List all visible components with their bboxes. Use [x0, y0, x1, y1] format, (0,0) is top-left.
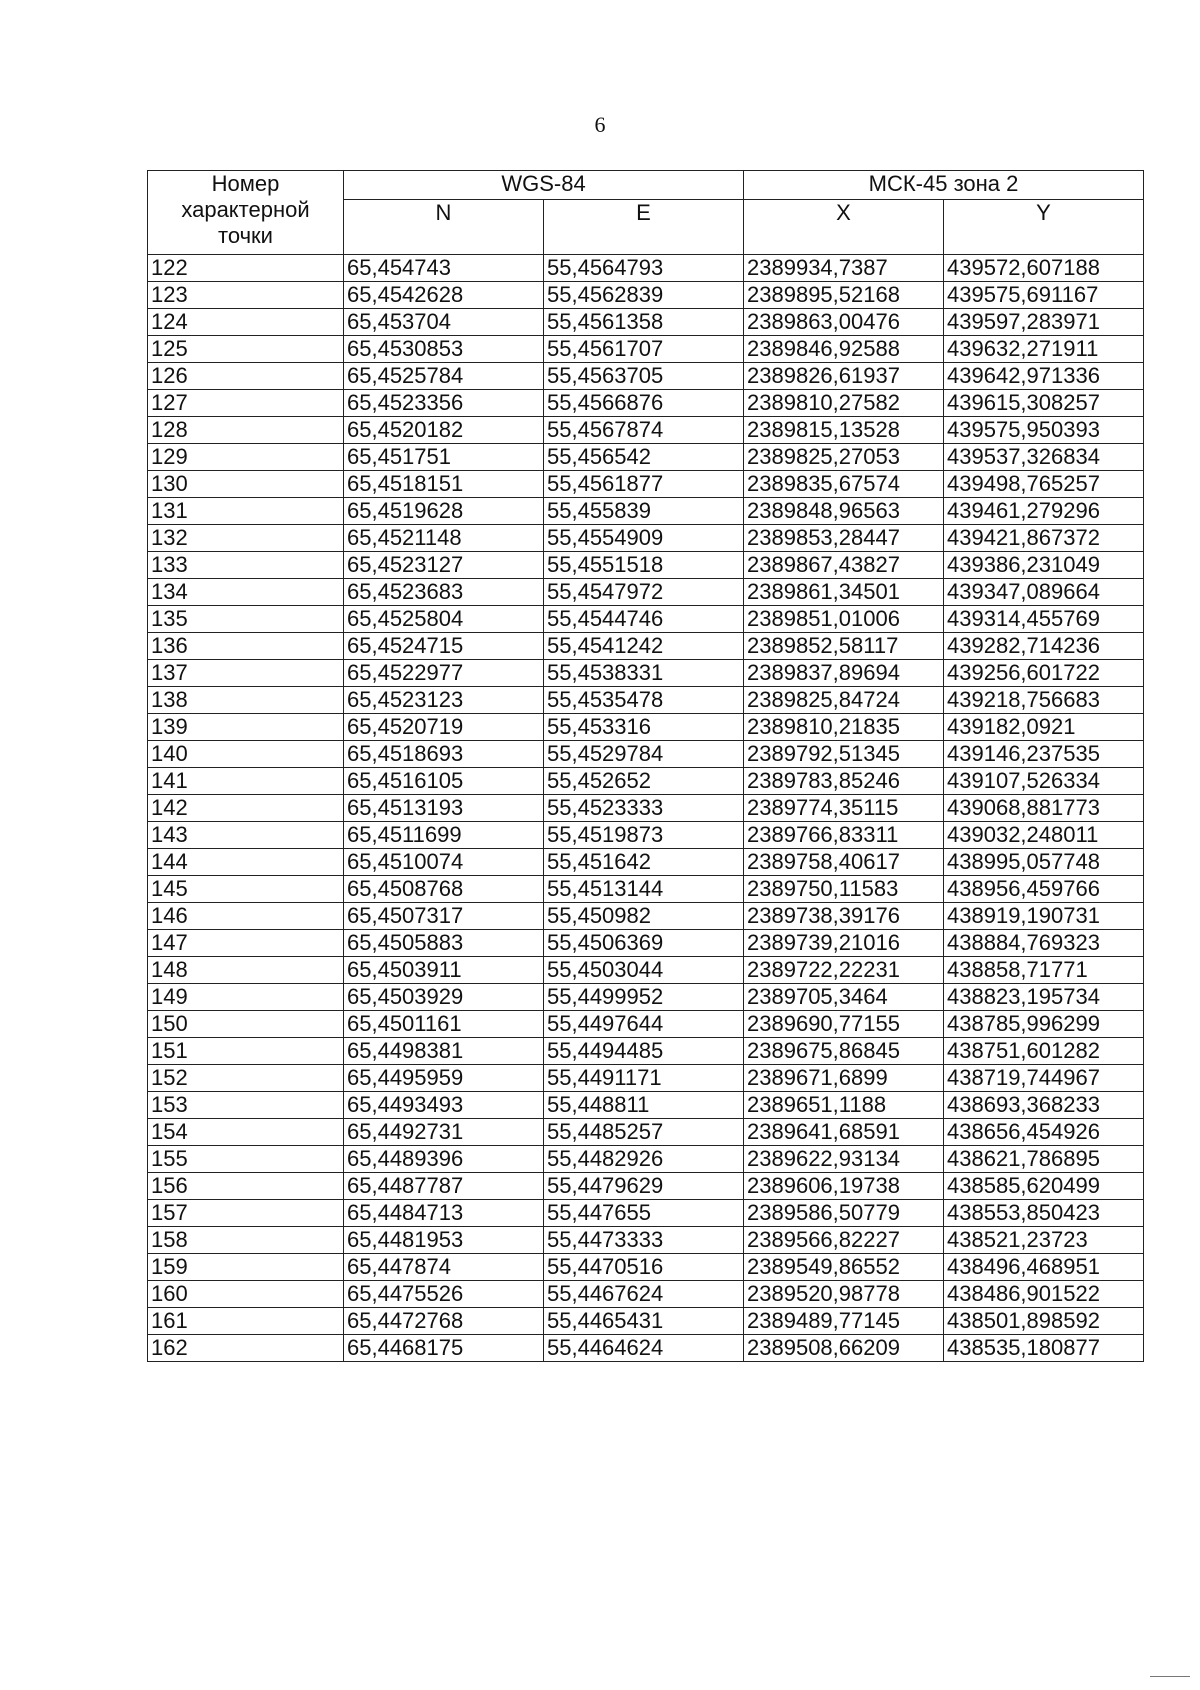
cell-wgs-n: 65,447874 — [344, 1254, 544, 1281]
cell-msk-x: 2389738,39176 — [744, 903, 944, 930]
cell-point-number: 134 — [148, 579, 344, 606]
cell-msk-x: 2389934,7387 — [744, 255, 944, 282]
cell-wgs-e: 55,4535478 — [544, 687, 744, 714]
cell-point-number: 140 — [148, 741, 344, 768]
cell-wgs-e: 55,4519873 — [544, 822, 744, 849]
cell-wgs-n: 65,4520719 — [344, 714, 544, 741]
cell-point-number: 160 — [148, 1281, 344, 1308]
cell-point-number: 130 — [148, 471, 344, 498]
cell-msk-x: 2389675,86845 — [744, 1038, 944, 1065]
cell-msk-y: 438496,468951 — [944, 1254, 1144, 1281]
cell-wgs-e: 55,4544746 — [544, 606, 744, 633]
table-row — [148, 282, 1144, 309]
cell-msk-y: 438858,71771 — [944, 957, 1144, 984]
cell-point-number: 122 — [148, 255, 344, 282]
cell-msk-x: 2389825,27053 — [744, 444, 944, 471]
cell-msk-y: 438535,180877 — [944, 1335, 1144, 1362]
cell-wgs-e: 55,4523333 — [544, 795, 744, 822]
cell-msk-y: 439461,279296 — [944, 498, 1144, 525]
cell-wgs-n: 65,4519628 — [344, 498, 544, 525]
cell-wgs-e: 55,4529784 — [544, 741, 744, 768]
cell-point-number: 127 — [148, 390, 344, 417]
cell-msk-x: 2389766,83311 — [744, 822, 944, 849]
header-col-n: N — [344, 200, 544, 255]
table-row — [148, 390, 1144, 417]
cell-msk-x: 2389783,85246 — [744, 768, 944, 795]
cell-msk-y: 438823,195734 — [944, 984, 1144, 1011]
table-row — [148, 1065, 1144, 1092]
table-row — [148, 552, 1144, 579]
cell-wgs-n: 65,4523356 — [344, 390, 544, 417]
cell-wgs-n: 65,4523683 — [344, 579, 544, 606]
cell-wgs-n: 65,4484713 — [344, 1200, 544, 1227]
cell-msk-y: 439421,867372 — [944, 525, 1144, 552]
table-header — [148, 171, 1144, 255]
cell-msk-x: 2389853,28447 — [744, 525, 944, 552]
cell-wgs-e: 55,4464624 — [544, 1335, 744, 1362]
cell-wgs-e: 55,4566876 — [544, 390, 744, 417]
cell-msk-x: 2389566,82227 — [744, 1227, 944, 1254]
cell-wgs-n: 65,4513193 — [344, 795, 544, 822]
cell-wgs-n: 65,451751 — [344, 444, 544, 471]
cell-point-number: 141 — [148, 768, 344, 795]
table-row — [148, 1038, 1144, 1065]
table-row — [148, 525, 1144, 552]
cell-wgs-n: 65,4542628 — [344, 282, 544, 309]
page-number: 6 — [594, 112, 606, 137]
cell-wgs-e: 55,4503044 — [544, 957, 744, 984]
cell-wgs-n: 65,4510074 — [344, 849, 544, 876]
cell-msk-x: 2389549,86552 — [744, 1254, 944, 1281]
cell-msk-x: 2389863,00476 — [744, 309, 944, 336]
cell-msk-y: 438656,454926 — [944, 1119, 1144, 1146]
cell-msk-y: 438521,23723 — [944, 1227, 1144, 1254]
table-row — [148, 876, 1144, 903]
cell-point-number: 133 — [148, 552, 344, 579]
cell-point-number: 149 — [148, 984, 344, 1011]
cell-point-number: 158 — [148, 1227, 344, 1254]
cell-point-number: 154 — [148, 1119, 344, 1146]
cell-wgs-e: 55,4506369 — [544, 930, 744, 957]
table-row — [148, 795, 1144, 822]
cell-msk-x: 2389690,77155 — [744, 1011, 944, 1038]
table-row — [148, 417, 1144, 444]
table-row — [148, 1281, 1144, 1308]
cell-wgs-n: 65,4522977 — [344, 660, 544, 687]
header-col-e: E — [544, 200, 744, 255]
table-row — [148, 336, 1144, 363]
cell-msk-x: 2389774,35115 — [744, 795, 944, 822]
cell-point-number: 135 — [148, 606, 344, 633]
cell-wgs-n: 65,4503929 — [344, 984, 544, 1011]
cell-wgs-e: 55,455839 — [544, 498, 744, 525]
cell-wgs-n: 65,4505883 — [344, 930, 544, 957]
cell-wgs-n: 65,4518693 — [344, 741, 544, 768]
cell-wgs-n: 65,4524715 — [344, 633, 544, 660]
table-row — [148, 687, 1144, 714]
cell-wgs-n: 65,453704 — [344, 309, 544, 336]
table-row — [148, 309, 1144, 336]
cell-point-number: 156 — [148, 1173, 344, 1200]
cell-msk-x: 2389851,01006 — [744, 606, 944, 633]
cell-point-number: 150 — [148, 1011, 344, 1038]
cell-wgs-n: 65,4498381 — [344, 1038, 544, 1065]
cell-wgs-n: 65,4518151 — [344, 471, 544, 498]
cell-msk-y: 439314,455769 — [944, 606, 1144, 633]
cell-point-number: 131 — [148, 498, 344, 525]
cell-msk-x: 2389895,52168 — [744, 282, 944, 309]
table-row — [148, 633, 1144, 660]
cell-point-number: 145 — [148, 876, 344, 903]
table-row — [148, 579, 1144, 606]
cell-wgs-e: 55,4551518 — [544, 552, 744, 579]
cell-point-number: 152 — [148, 1065, 344, 1092]
cell-wgs-e: 55,4470516 — [544, 1254, 744, 1281]
cell-msk-y: 439107,526334 — [944, 768, 1144, 795]
cell-msk-y: 439597,283971 — [944, 309, 1144, 336]
cell-wgs-e: 55,4561358 — [544, 309, 744, 336]
cell-point-number: 138 — [148, 687, 344, 714]
cell-point-number: 143 — [148, 822, 344, 849]
cell-msk-x: 2389671,6899 — [744, 1065, 944, 1092]
cell-wgs-n: 65,4493493 — [344, 1092, 544, 1119]
cell-point-number: 159 — [148, 1254, 344, 1281]
cell-msk-y: 438585,620499 — [944, 1173, 1144, 1200]
table-row — [148, 957, 1144, 984]
table-row — [148, 1119, 1144, 1146]
cell-msk-y: 439575,950393 — [944, 417, 1144, 444]
table-row — [148, 930, 1144, 957]
cell-point-number: 123 — [148, 282, 344, 309]
cell-msk-x: 2389825,84724 — [744, 687, 944, 714]
cell-point-number: 126 — [148, 363, 344, 390]
cell-wgs-e: 55,4491171 — [544, 1065, 744, 1092]
cell-wgs-n: 65,4521148 — [344, 525, 544, 552]
cell-point-number: 125 — [148, 336, 344, 363]
table-row — [148, 903, 1144, 930]
cell-wgs-n: 65,4475526 — [344, 1281, 544, 1308]
cell-msk-y: 439032,248011 — [944, 822, 1144, 849]
cell-msk-x: 2389722,22231 — [744, 957, 944, 984]
cell-wgs-n: 65,4525784 — [344, 363, 544, 390]
cell-point-number: 137 — [148, 660, 344, 687]
cell-msk-y: 439347,089664 — [944, 579, 1144, 606]
cell-wgs-n: 65,4516105 — [344, 768, 544, 795]
cell-msk-y: 439068,881773 — [944, 795, 1144, 822]
table-row — [148, 444, 1144, 471]
cell-wgs-n: 65,4530853 — [344, 336, 544, 363]
table-row — [148, 984, 1144, 1011]
cell-wgs-e: 55,4561707 — [544, 336, 744, 363]
cell-point-number: 162 — [148, 1335, 344, 1362]
cell-msk-y: 438956,459766 — [944, 876, 1144, 903]
cell-point-number: 161 — [148, 1308, 344, 1335]
cell-msk-x: 2389705,3464 — [744, 984, 944, 1011]
cell-msk-y: 438501,898592 — [944, 1308, 1144, 1335]
cell-wgs-e: 55,4513144 — [544, 876, 744, 903]
table-row — [148, 1254, 1144, 1281]
cell-wgs-e: 55,4567874 — [544, 417, 744, 444]
cell-msk-y: 438919,190731 — [944, 903, 1144, 930]
cell-msk-x: 2389520,98778 — [744, 1281, 944, 1308]
cell-msk-y: 439615,308257 — [944, 390, 1144, 417]
cell-wgs-n: 65,4503911 — [344, 957, 544, 984]
cell-msk-y: 439632,271911 — [944, 336, 1144, 363]
cell-msk-y: 438621,786895 — [944, 1146, 1144, 1173]
table-row — [148, 363, 1144, 390]
cell-wgs-n: 65,454743 — [344, 255, 544, 282]
cell-msk-y: 438884,769323 — [944, 930, 1144, 957]
cell-wgs-n: 65,4487787 — [344, 1173, 544, 1200]
cell-msk-x: 2389651,1188 — [744, 1092, 944, 1119]
cell-wgs-n: 65,4472768 — [344, 1308, 544, 1335]
header-msk45: МСК-45 зона 2 — [744, 171, 1144, 200]
cell-msk-y: 439282,714236 — [944, 633, 1144, 660]
cell-wgs-n: 65,4492731 — [344, 1119, 544, 1146]
cell-msk-y: 438995,057748 — [944, 849, 1144, 876]
cell-msk-x: 2389837,89694 — [744, 660, 944, 687]
cell-msk-y: 439642,971336 — [944, 363, 1144, 390]
cell-point-number: 128 — [148, 417, 344, 444]
coordinates-table-container — [147, 170, 1143, 1362]
cell-wgs-e: 55,452652 — [544, 768, 744, 795]
cell-wgs-e: 55,4482926 — [544, 1146, 744, 1173]
cell-wgs-n: 65,4507317 — [344, 903, 544, 930]
cell-wgs-n: 65,4481953 — [344, 1227, 544, 1254]
cell-wgs-e: 55,4467624 — [544, 1281, 744, 1308]
cell-msk-y: 439498,765257 — [944, 471, 1144, 498]
cell-msk-x: 2389508,66209 — [744, 1335, 944, 1362]
cell-wgs-n: 65,4523123 — [344, 687, 544, 714]
table-row — [148, 1200, 1144, 1227]
table-row — [148, 255, 1144, 282]
cell-wgs-e: 55,447655 — [544, 1200, 744, 1227]
cell-msk-y: 438486,901522 — [944, 1281, 1144, 1308]
cell-wgs-n: 65,4525804 — [344, 606, 544, 633]
cell-wgs-e: 55,4499952 — [544, 984, 744, 1011]
table-row — [148, 741, 1144, 768]
header-col-x: X — [744, 200, 944, 255]
cell-wgs-e: 55,4479629 — [544, 1173, 744, 1200]
cell-point-number: 144 — [148, 849, 344, 876]
cell-wgs-e: 55,456542 — [544, 444, 744, 471]
cell-msk-y: 439537,326834 — [944, 444, 1144, 471]
cell-point-number: 147 — [148, 930, 344, 957]
cell-msk-x: 2389848,96563 — [744, 498, 944, 525]
cell-wgs-e: 55,450982 — [544, 903, 744, 930]
table-body — [148, 255, 1144, 1362]
cell-msk-y: 438785,996299 — [944, 1011, 1144, 1038]
cell-wgs-e: 55,4547972 — [544, 579, 744, 606]
table-row — [148, 1011, 1144, 1038]
cell-wgs-e: 55,4563705 — [544, 363, 744, 390]
table-row — [148, 471, 1144, 498]
header-wgs84: WGS-84 — [344, 171, 744, 200]
cell-wgs-e: 55,4494485 — [544, 1038, 744, 1065]
cell-msk-x: 2389846,92588 — [744, 336, 944, 363]
cell-msk-y: 439386,231049 — [944, 552, 1144, 579]
cell-msk-x: 2389606,19738 — [744, 1173, 944, 1200]
cell-wgs-n: 65,4523127 — [344, 552, 544, 579]
cell-point-number: 148 — [148, 957, 344, 984]
cell-msk-x: 2389586,50779 — [744, 1200, 944, 1227]
table-row — [148, 1092, 1144, 1119]
table-row — [148, 714, 1144, 741]
cell-msk-x: 2389835,67574 — [744, 471, 944, 498]
cell-wgs-e: 55,4562839 — [544, 282, 744, 309]
cell-wgs-n: 65,4489396 — [344, 1146, 544, 1173]
cell-msk-x: 2389739,21016 — [744, 930, 944, 957]
cell-msk-x: 2389750,11583 — [744, 876, 944, 903]
cell-point-number: 153 — [148, 1092, 344, 1119]
cell-msk-x: 2389622,93134 — [744, 1146, 944, 1173]
cell-point-number: 146 — [148, 903, 344, 930]
cell-point-number: 136 — [148, 633, 344, 660]
cell-point-number: 132 — [148, 525, 344, 552]
cell-wgs-e: 55,4485257 — [544, 1119, 744, 1146]
cell-msk-y: 439572,607188 — [944, 255, 1144, 282]
table-row — [148, 660, 1144, 687]
cell-msk-x: 2389489,77145 — [744, 1308, 944, 1335]
table-row — [148, 849, 1144, 876]
cell-msk-x: 2389852,58117 — [744, 633, 944, 660]
header-col-y: Y — [944, 200, 1144, 255]
cell-msk-y: 439146,237535 — [944, 741, 1144, 768]
table-row — [148, 1308, 1144, 1335]
cell-msk-y: 439218,756683 — [944, 687, 1144, 714]
cell-wgs-e: 55,4561877 — [544, 471, 744, 498]
cell-wgs-n: 65,4501161 — [344, 1011, 544, 1038]
cell-msk-x: 2389826,61937 — [744, 363, 944, 390]
cell-msk-y: 439575,691167 — [944, 282, 1144, 309]
cell-msk-y: 438553,850423 — [944, 1200, 1144, 1227]
header-point-number: Номер характерной точки — [148, 171, 344, 255]
cell-point-number: 142 — [148, 795, 344, 822]
cell-msk-x: 2389867,43827 — [744, 552, 944, 579]
cell-wgs-n: 65,4520182 — [344, 417, 544, 444]
cell-wgs-e: 55,4541242 — [544, 633, 744, 660]
table-row — [148, 1227, 1144, 1254]
cell-msk-y: 438693,368233 — [944, 1092, 1144, 1119]
cell-msk-x: 2389810,21835 — [744, 714, 944, 741]
cell-wgs-e: 55,4465431 — [544, 1308, 744, 1335]
table-row — [148, 822, 1144, 849]
cell-point-number: 155 — [148, 1146, 344, 1173]
cell-wgs-e: 55,4497644 — [544, 1011, 744, 1038]
cell-msk-x: 2389815,13528 — [744, 417, 944, 444]
cell-wgs-n: 65,4495959 — [344, 1065, 544, 1092]
cell-wgs-n: 65,4511699 — [344, 822, 544, 849]
cell-msk-x: 2389641,68591 — [744, 1119, 944, 1146]
cell-msk-y: 438719,744967 — [944, 1065, 1144, 1092]
cell-msk-x: 2389758,40617 — [744, 849, 944, 876]
cell-point-number: 139 — [148, 714, 344, 741]
table-row — [148, 606, 1144, 633]
coordinates-table — [147, 170, 1144, 1362]
cell-point-number: 151 — [148, 1038, 344, 1065]
cell-wgs-e: 55,451642 — [544, 849, 744, 876]
cell-wgs-e: 55,453316 — [544, 714, 744, 741]
table-row — [148, 1173, 1144, 1200]
table-row — [148, 498, 1144, 525]
cell-msk-x: 2389792,51345 — [744, 741, 944, 768]
cell-wgs-e: 55,448811 — [544, 1092, 744, 1119]
cell-wgs-e: 55,4554909 — [544, 525, 744, 552]
cell-wgs-n: 65,4508768 — [344, 876, 544, 903]
cell-msk-y: 438751,601282 — [944, 1038, 1144, 1065]
cell-wgs-n: 65,4468175 — [344, 1335, 544, 1362]
cell-point-number: 129 — [148, 444, 344, 471]
cell-msk-x: 2389861,34501 — [744, 579, 944, 606]
cell-wgs-e: 55,4473333 — [544, 1227, 744, 1254]
cell-msk-y: 439182,0921 — [944, 714, 1144, 741]
cell-point-number: 124 — [148, 309, 344, 336]
table-row — [148, 1335, 1144, 1362]
cell-wgs-e: 55,4538331 — [544, 660, 744, 687]
table-row — [148, 1146, 1144, 1173]
cell-wgs-e: 55,4564793 — [544, 255, 744, 282]
footer-rule — [1150, 1676, 1190, 1677]
table-row — [148, 768, 1144, 795]
cell-point-number: 157 — [148, 1200, 344, 1227]
cell-msk-y: 439256,601722 — [944, 660, 1144, 687]
cell-msk-x: 2389810,27582 — [744, 390, 944, 417]
